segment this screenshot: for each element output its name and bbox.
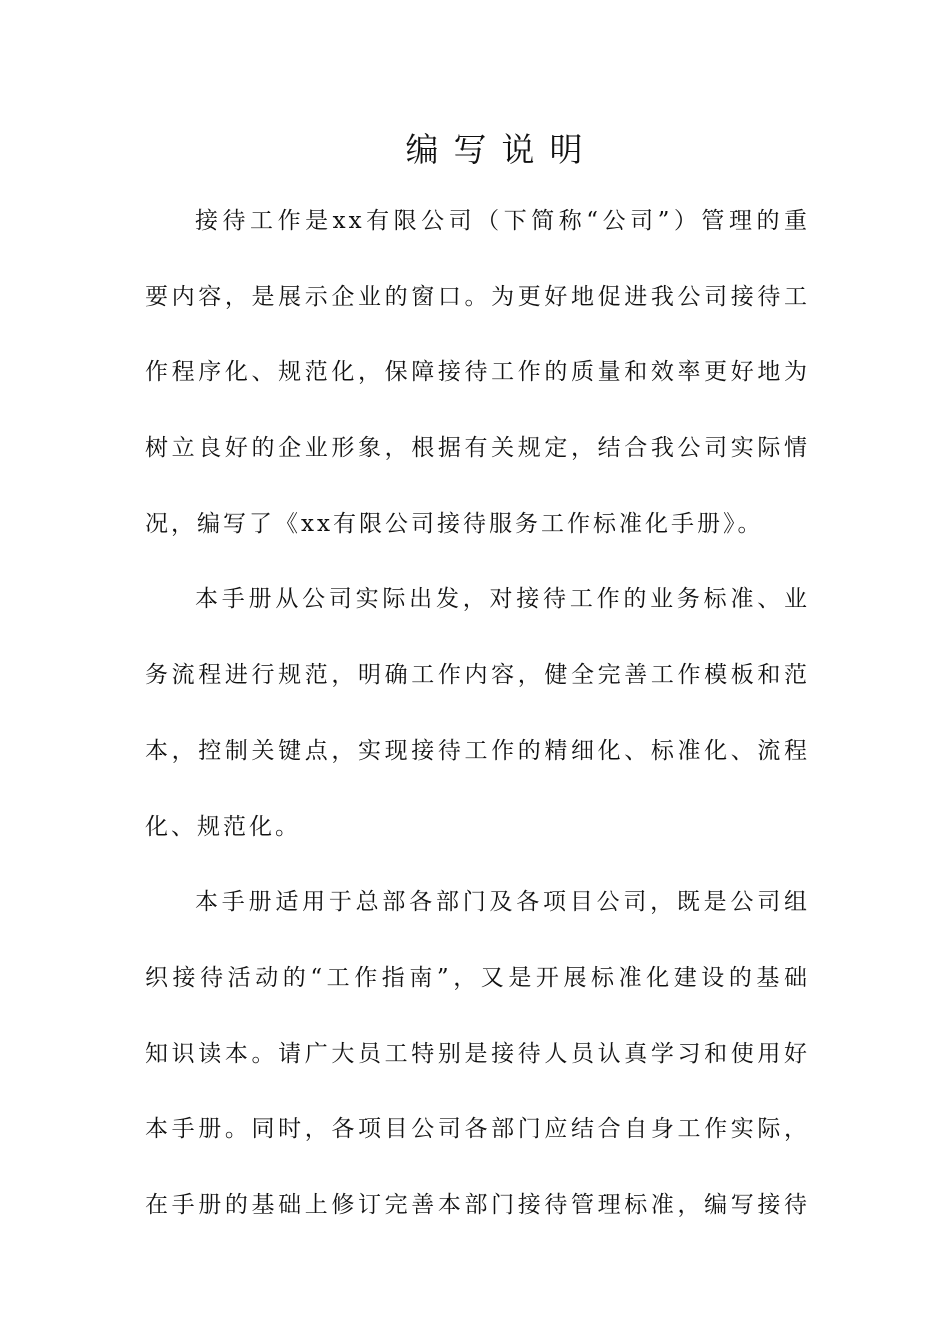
- text-line: 况，编写了《xx有限公司接待服务工作标准化手册》。: [145, 510, 764, 537]
- paragraph-intro: [145, 184, 810, 562]
- text-line: 本手册适用于总部各部门及各项目公司，既是公司组: [195, 889, 810, 916]
- text-line: 作程序化、规范化，保障接待工作的质量和效率更好地为: [145, 359, 810, 386]
- text-line: 本手册从公司实际出发，对接待工作的业务标准、业: [195, 586, 810, 613]
- text-line: 知识读本。请广大员工特别是接待人员认真学习和使用好: [145, 1040, 810, 1067]
- text-line: 务流程进行规范，明确工作内容，健全完善工作模板和范: [145, 662, 810, 689]
- document-title: 编写说明: [405, 130, 598, 169]
- text-line: 织接待活动的“工作指南”，又是开展标准化建设的基础: [145, 964, 810, 991]
- text-line: 在手册的基础上修订完善本部门接待管理标准，编写接待: [145, 1191, 810, 1218]
- text-line: 要内容，是展示企业的窗口。为更好地促进我公司接待工: [145, 283, 810, 310]
- text-line: 本，控制关键点，实现接待工作的精细化、标准化、流程: [145, 737, 810, 764]
- text-line: 本手册。同时，各项目公司各部门应结合自身工作实际，: [145, 1116, 810, 1143]
- document-body: [145, 184, 810, 1244]
- paragraph-application: [145, 865, 810, 1243]
- paragraph-scope: [145, 562, 810, 865]
- text-line: 化、规范化。: [145, 813, 301, 840]
- text-line: 树立良好的企业形象，根据有关规定，结合我公司实际情: [145, 435, 810, 462]
- text-line: 接待工作是xx有限公司（下简称“公司”）管理的重: [195, 208, 810, 234]
